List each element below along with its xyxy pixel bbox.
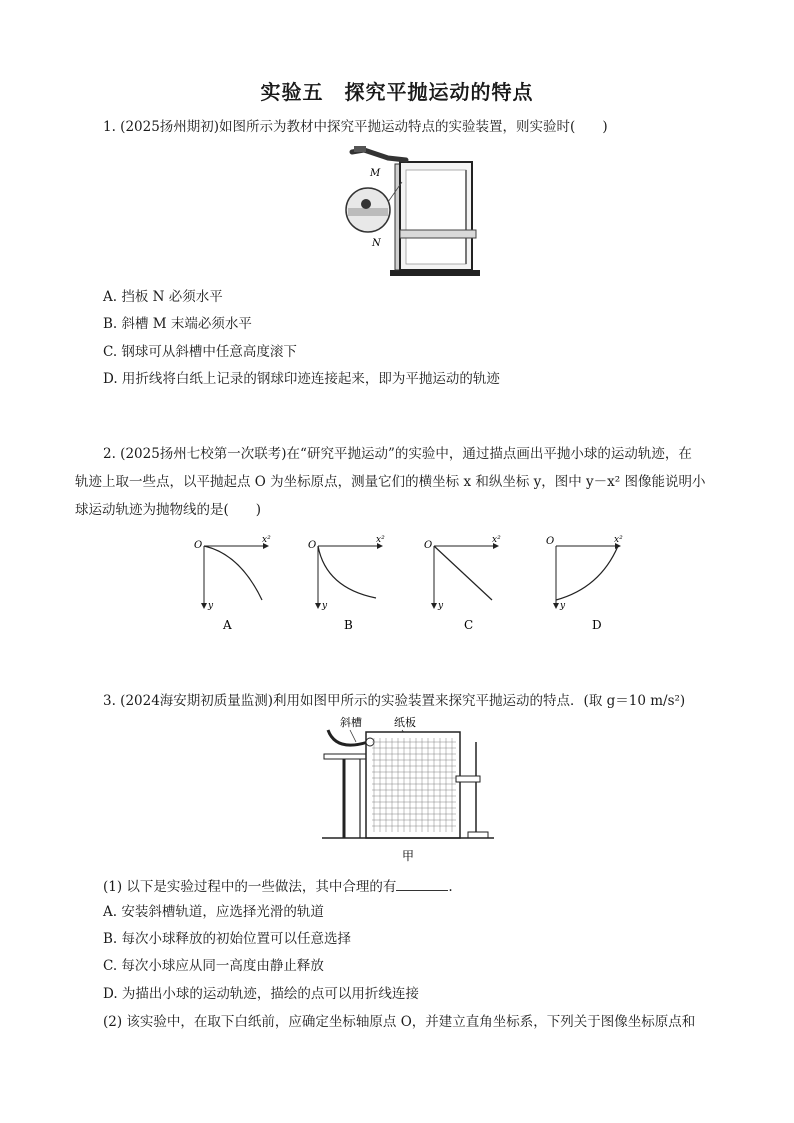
page-title: 实验五 探究平抛运动的特点 [260, 80, 534, 104]
q3-option-b: B. 每次小球释放的初始位置可以任意选择 [103, 931, 352, 947]
q2-b-letter: B [344, 618, 353, 632]
q2-graph-d [546, 535, 623, 632]
q2-graph-a [194, 535, 271, 632]
q2-a-ylabel: y [208, 601, 214, 611]
q2-a-letter: A [223, 618, 232, 632]
q3-sub1-blank [396, 876, 448, 891]
q3-option-d: D. 为描出小球的运动轨迹，描绘的点可以用折线连接 [103, 986, 419, 1002]
q1-option-a: A. 挡板 N 必须水平 [103, 289, 223, 305]
q2-d-xlabel: x² [614, 535, 623, 545]
q3-sub1 [103, 876, 453, 896]
q3-label-board: 纸板 [394, 716, 416, 729]
q3-label-chute: 斜槽 [340, 716, 362, 729]
q2-a-origin: O [194, 540, 203, 551]
q2-graph-b [308, 535, 385, 632]
q1-option-b: B. 斜槽 M 末端必须水平 [103, 316, 252, 332]
q1-option-c: C. 钢球可从斜槽中任意高度滚下 [103, 344, 297, 360]
q2-b-xlabel: x² [376, 535, 385, 545]
q2-stem-line2: 轨迹上取一些点，以平抛起点 O 为坐标原点，测量它们的横坐标 x 和纵坐标 y，图中 y－x² 图像能说明小 [75, 474, 706, 490]
q2-stem-line1: 2. (2025扬州七校第一次联考)在“研究平抛运动”的实验中，通过描点画出平抛小球的运动轨迹，在 [103, 446, 692, 462]
q3-sub2: (2) 该实验中，在取下白纸前，应确定坐标轴原点 O，并建立直角坐标系，下列关于图像坐标原点和 [103, 1014, 696, 1030]
q2-d-ylabel: y [560, 601, 566, 611]
q1-label-m: M [370, 168, 381, 179]
q2-graph-c [424, 535, 501, 632]
q3-option-a: A. 安装斜槽轨道，应选择光滑的轨道 [103, 904, 324, 920]
q1-apparatus-figure [340, 142, 480, 280]
q2-d-origin: O [546, 536, 555, 547]
q3-apparatus-figure [322, 712, 494, 866]
q2-stem-line3: 球运动轨迹为抛物线的是( ) [75, 502, 262, 518]
q3-stem: 3. (2024海安期初质量监测)利用如图甲所示的实验装置来探究平抛运动的特点．(取 g＝10 m/s²) [103, 693, 686, 709]
q1-option-d: D. 用折线将白纸上记录的钢球印迹连接起来，即为平抛运动的轨迹 [103, 371, 500, 387]
q3-sub1-text: (1) 以下是实验过程中的一些做法，其中合理的有 [103, 879, 397, 895]
q2-d-letter: D [592, 618, 602, 632]
q3-sub1-end: . [448, 879, 453, 895]
q2-c-ylabel: y [438, 601, 444, 611]
q2-graph-options [190, 528, 650, 638]
q2-b-ylabel: y [322, 601, 328, 611]
q1-stem: 1. (2025扬州期初)如图所示为教材中探究平抛运动特点的实验装置，则实验时( ) [103, 119, 608, 135]
q2-c-letter: C [464, 618, 474, 632]
q2-a-xlabel: x² [262, 535, 271, 545]
q2-c-xlabel: x² [492, 535, 501, 545]
q2-b-origin: O [308, 540, 317, 551]
q1-label-n: N [372, 238, 381, 249]
q3-option-c: C. 每次小球应从同一高度由静止释放 [103, 958, 324, 974]
q3-figure-caption: 甲 [402, 849, 415, 863]
q2-c-origin: O [424, 540, 433, 551]
